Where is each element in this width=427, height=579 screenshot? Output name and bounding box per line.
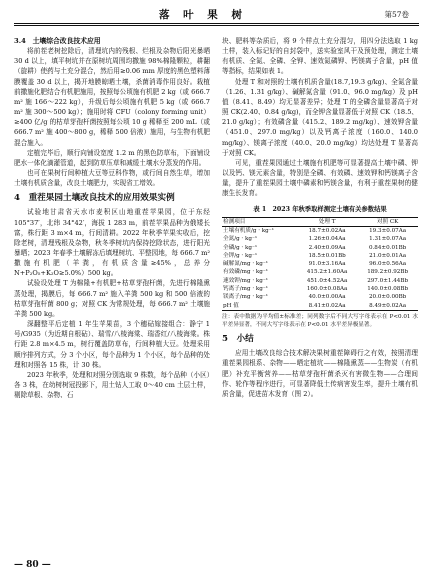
- paragraph: 试验地甘肃省天水市麦积区山地重茬苹果园，位于东经 105°37′，北纬 34°42′，海拔 1 283 m，前茬苹果品种为俄矮长富，株行距 3 m×4 m，行间清耕。2022 年秋季苹果实收后，挖除老树，清理残根及杂物，秋冬季树坑内保持挖除状态，进行阳光暴晒；2023 年春季土壤解冻后填埋树坑、平整园地，每 666.7 m² 撒施有机肥（羊粪，有机质含量≥45%，总养分 N+P₂O₅+K₂O≥5.0%）500 kg。: [14, 208, 210, 278]
- subsection-heading: 3.4 土壤综合改良技术应用: [14, 37, 101, 45]
- table-cell: 2.40±0.09Aa: [308, 244, 346, 251]
- page-number: — 80 —: [14, 560, 51, 570]
- paragraph: 可见，重茬果园通过土壤施有机肥等可显著提高土壤中磷、钾以及钙、镁元素含量，特别是全磷、有效磷、速效钾和钙镁离子含量，提升了重茬果园土壤中磷素和钙镁含量，有利于重茬果树的健康生长发育。: [222, 158, 418, 198]
- table-cell: 18.7±0.02Aa: [308, 227, 346, 234]
- table-cell: 全氮/g · kg⁻¹: [223, 236, 258, 243]
- table-note: 注：表中数据为平均值±标准差；同列数字后不同大写字母表示在 P<0.01 水平差异显著，不同大写字母表示在 P<0.01 水平差异极显著。: [222, 313, 418, 329]
- paragraph: 将前茬老树挖除后，清理坑内的残根、烂根及杂物后阳光暴晒 30 d 以上，填平树坑并在原树坑周围均撒施 98%棉隆颗粒，耕翻（旋耕）使药与土充分混合，然后用≥0.06 mm 厚度的黑色塑料薄膜覆盖 30 d 以上，揭开地膜晾晒土壤，杀菌消毒作用良好。栽植前撒施化肥结合有机肥施用，按照每公顷施有机肥 2 kg（或 666.7 m² 施 166～222 kg），升级后每公顷施有机肥 5 kg（或 666.7 m² 施 300～500 kg）；施用时将 CFU（colony forming unit）≥400 亿/g 的枯草芽孢杆菌按照每公顷 10 g 稀释至 200 mL（或 666.7 m² 施 400～800 g，稀释 500 倍液）施用，与生物有机肥混合施入。: [14, 47, 210, 147]
- table-header-cell: 处理 T: [318, 218, 336, 225]
- table-cell: 1.31±0.07Aa: [369, 236, 407, 243]
- results-table: [222, 217, 418, 311]
- table-cell: 96.0±0.56Aa: [369, 261, 407, 268]
- table-row: [222, 302, 418, 311]
- table-cell: 19.3±0.07Aa: [369, 227, 407, 234]
- table-cell: 40.0±0.00Aa: [308, 294, 346, 301]
- right-column: [222, 36, 418, 399]
- table-cell: 8.49±0.02Aa: [369, 302, 407, 309]
- paragraph: 应用土壤改良综合技术解决果树重茬障碍行之有效，按照清理重茬果园根系、杂物——晒定植坑——棉隆熏蒸——生物炭（有机肥）补充平衡营养——枯草芽孢杆菌杀灭有害微生物——合理间作、轮作等程序进行，可显著降低土传病害发生率，提升土壤有机质含量，促进苗木发育（图 2）。: [222, 349, 418, 398]
- table-cell: 21.0±0.01Aa: [369, 252, 407, 259]
- table-row: [222, 268, 418, 276]
- table-row: [222, 260, 418, 268]
- table-header-cell: 对照 CK: [376, 218, 399, 225]
- table-cell: 全磷/g · kg⁻¹: [223, 244, 258, 251]
- table-cell: 全钾/g · kg⁻¹: [223, 252, 258, 259]
- table-cell: 8.41±0.02Aa: [308, 302, 346, 309]
- table-cell: 0.84±0.01Bb: [368, 244, 407, 251]
- table-row: [222, 277, 418, 285]
- journal-title: 落 叶 果 树: [159, 9, 247, 21]
- table-cell: 碱解氮/mg · kg⁻¹: [223, 261, 269, 268]
- paragraph: 定植完毕后，顺行向铺设宽度 1.2 m 的黑色防草布，下面铺设肥水一体化滴灌管道，起到防草压草和减缓土壤水分蒸发的作用。: [14, 148, 210, 167]
- table-row: [222, 244, 418, 252]
- volume-label: 第57卷: [384, 10, 409, 19]
- table-row: [222, 252, 418, 260]
- table-cell: 钙离子/mg · kg⁻¹: [223, 286, 269, 293]
- table-cell: 160.0±0.08Aa: [306, 286, 348, 293]
- left-column: [14, 36, 210, 400]
- table-row: [222, 226, 418, 235]
- table-cell: 91.0±3.16Aa: [308, 261, 346, 268]
- paragraph: 处理 T 和对照的土壤有机质含量(18.7,19.3 g/kg)、全氮含量（1.26、1.31 g/kg）、碱解氮含量（91.0、96.0 mg/kg）及 pH 值（8.41、8.49）均无显著差异；处理 T 的全磷含量显著高于对照 CK(2.40、0.84 g/kg)，而全钾含量显著低于对照 CK（18.5、21.0 g/kg）；有效磷含量（415.2、189.2 mg/kg）、速效钾含量（451.0、297.0 mg/kg）以及钙离子浓度（160.0、140.0 mg/kg）、镁离子浓度（40.0、20.0 mg/kg）均达处理 T 显著高于对照 CK。: [222, 77, 418, 157]
- header-rule: [14, 23, 419, 24]
- header-rule-2: [14, 25, 419, 26]
- table-cell: 451.0±4.52Aa: [306, 277, 348, 284]
- paragraph: 也可在果树行间种植大豆等豆科作物，或行间自然生草，增加土壤有机质含量，改良土壤肥力，实现省工增效。: [14, 169, 210, 188]
- table-cell: 1.26±0.04Aa: [308, 236, 346, 243]
- table-row: [222, 235, 418, 243]
- table-cell: pH 值: [223, 302, 239, 309]
- section-heading: 4 重茬果园土壤改良技术的应用效果实例: [14, 193, 175, 204]
- table-cell: 189.2±0.92Bb: [367, 269, 409, 276]
- table-cell: 18.5±0.01Bb: [308, 252, 346, 259]
- table-cell: 速效钾/mg · kg⁻¹: [223, 277, 269, 284]
- table-cell: 140.0±0.08Bb: [367, 286, 409, 293]
- table-title: 表 1 2023 年秋季取样测定土壤有关参数结果: [253, 205, 387, 213]
- table-row: [222, 285, 418, 293]
- table-cell: 20.0±0.00Bb: [368, 294, 407, 301]
- paragraph: 深翻整平后定植 1 年生苹果苗，3 个穗砧嫁接组合：静宁 1 号/G935（为近期自根砧）、瑞雪/八棱海棠、瑞香红/八棱海棠。株行距 2.8 m×4.5 m，树行覆盖防草布，行间种植大豆。处理采用顺序排列方式，分 3 个小区，每个品种为 1 个小区，每个品种的处理和对照各 15 株，计 30 株。: [14, 320, 210, 369]
- table-header-row: [222, 217, 418, 226]
- paragraph: 块、肥料等杂质后，将 9 个样点土充分混匀，用四分法选取 1 kg 土样，装入标记好的自封袋中，送实验室风干及预处理，测定土壤有机质、全氮、全磷、全钾、速效氮磷钾、钙镁离子含量，pH 值等指标，结果如表 1。: [222, 37, 418, 76]
- paragraph: 试验设处理 T 为棉隆+有机肥+枯草芽孢杆菌，先进行棉隆熏蒸处理，揭膜后，每 666.7 m² 施入羊粪 500 kg 和 500 倍液的枯草芽孢杆菌 800 g；对照 CK 为常规处理，每 666.7 m² 土壤施羊粪 500 kg。: [14, 279, 210, 318]
- table-cell: 415.2±1.60Aa: [306, 269, 348, 276]
- table-header-cell: 检测项目: [223, 218, 246, 225]
- paragraph: 2023 年秋季，处理和对照分别选取 9 株数，每个品种（小区）各 3 株，在幼树树冠投影下，用土钻人工取 0～40 cm 土层土样，剔除草根、杂物、石: [14, 370, 210, 400]
- table-cell: 297.0±1.44Bb: [367, 277, 409, 284]
- table-cell: 土壤有机质/g · kg⁻¹: [223, 227, 274, 234]
- section-heading: 5 小结: [222, 334, 254, 345]
- table-cell: 镁离子/mg · kg⁻¹: [223, 294, 269, 301]
- table-row: [222, 293, 418, 301]
- table-cell: 有效磷/mg · kg⁻¹: [223, 269, 269, 276]
